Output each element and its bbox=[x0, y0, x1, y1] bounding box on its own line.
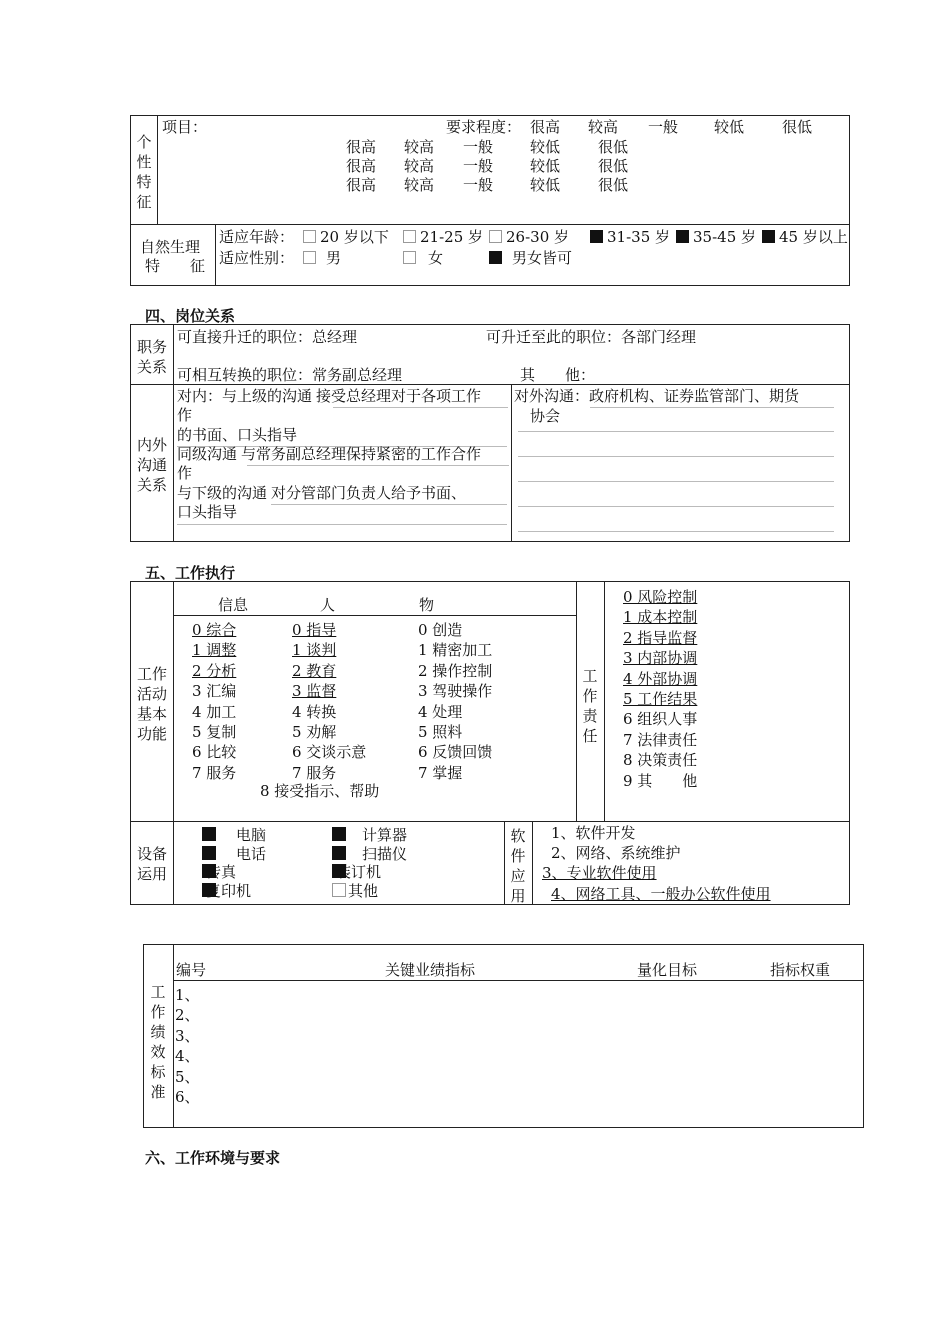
lower-comm: 与下级的沟通 对分管部门负责人给予书面、 bbox=[177, 484, 467, 502]
personality-item-label: 项目： bbox=[162, 118, 208, 136]
checked-box-icon[interactable] bbox=[489, 251, 502, 264]
kpi-header-number: 编号 bbox=[176, 961, 207, 979]
age-label: 适应年龄： bbox=[219, 228, 295, 246]
table-row: 2、 bbox=[175, 1006, 200, 1025]
checkbox-icon[interactable] bbox=[332, 883, 346, 897]
checked-box-icon[interactable] bbox=[202, 827, 216, 841]
header-info: 信息 bbox=[218, 596, 249, 614]
checkbox-icon[interactable] bbox=[403, 230, 416, 243]
software-item: 2、网络、系统维护 bbox=[551, 844, 681, 862]
age-option[interactable]: 20 岁以下 bbox=[303, 230, 389, 245]
kpi-table bbox=[143, 944, 864, 1128]
table-row: 6、 bbox=[175, 1088, 200, 1107]
checked-box-icon[interactable] bbox=[590, 230, 603, 243]
header-things: 物 bbox=[419, 596, 435, 614]
table-row: 5、 bbox=[175, 1067, 200, 1086]
responsibility-list: 0 风险控制 1 成本控制 2 指导监督 3 内部协调 4 外部协调 5 工作结果 6 组织人事 7 法律责任 8 决策责任 9 其 他 bbox=[623, 588, 698, 790]
age-option[interactable]: 26-30 岁 bbox=[489, 230, 569, 245]
header-people: 人 bbox=[320, 596, 336, 614]
checkbox-icon[interactable] bbox=[303, 251, 316, 264]
software-item: 4、网络工具、一般办公软件使用 bbox=[551, 885, 771, 903]
age-option[interactable]: 31-35 岁 bbox=[590, 230, 670, 245]
peer-comm: 同级沟通 与常务副总经理保持紧密的工作合作 bbox=[177, 445, 482, 463]
internal-comm-line1: 对内：与上级的沟通 接受总经理对于各项工作 bbox=[177, 387, 482, 405]
checked-box-icon[interactable] bbox=[762, 230, 775, 243]
lower-comm-cont: 口头指导 bbox=[177, 503, 238, 521]
swap-position: 可相互转换的职位：常务副总经理 bbox=[177, 366, 403, 384]
equipment-left: 电脑 电话 传真 复印机 bbox=[202, 826, 266, 900]
internal-comm-line3: 的书面、口头指导 bbox=[177, 426, 298, 444]
checkbox-icon[interactable] bbox=[303, 230, 316, 243]
things-column: 0 创造 1 精密加工 2 操作控制 3 驾驶操作 4 处理 5 照料 6 反馈回馈 7 掌握 bbox=[418, 621, 493, 782]
section-4-title: 四、岗位关系 bbox=[145, 307, 236, 325]
age-option[interactable]: 35-45 岁 bbox=[676, 230, 756, 245]
function-label: 工作活动基本功能 bbox=[136, 665, 167, 743]
checked-box-icon[interactable] bbox=[332, 846, 346, 860]
gender-option[interactable]: 女 bbox=[403, 251, 443, 266]
gender-label: 适应性别： bbox=[219, 249, 295, 267]
personality-label: 个性特征 bbox=[136, 133, 152, 211]
degree-label: 要求程度： bbox=[446, 118, 522, 136]
gender-option[interactable]: 男 bbox=[303, 251, 341, 266]
kpi-header-weight: 指标权重 bbox=[770, 961, 831, 979]
external-comm: 对外沟通：政府机构、证券监管部门、期货 bbox=[514, 387, 800, 405]
promote-from: 可升迁至此的职位：各部门经理 bbox=[486, 328, 697, 346]
people-column: 0 指导 1 谈判 2 教育 3 监督 4 转换 5 劝解 6 交谈示意 7 服务 bbox=[292, 621, 367, 782]
section-5-title: 五、工作执行 bbox=[145, 564, 236, 582]
kpi-header-target: 量化目标 bbox=[637, 961, 698, 979]
peer-comm-cont: 作 bbox=[177, 464, 193, 482]
internal-comm-line2: 作 bbox=[177, 406, 193, 424]
kpi-rows bbox=[175, 985, 200, 1107]
checked-box-icon[interactable] bbox=[202, 846, 216, 860]
software-label: 软件应用 bbox=[510, 827, 526, 905]
natural-label-bottom: 特 征 bbox=[145, 257, 206, 275]
checked-box-icon[interactable] bbox=[332, 827, 346, 841]
duty-label: 职务关系 bbox=[136, 338, 167, 376]
age-option[interactable]: 21-25 岁 bbox=[403, 230, 483, 245]
function-extra: 8 接受指示、帮助 bbox=[260, 782, 380, 800]
checked-box-icon[interactable] bbox=[676, 230, 689, 243]
equipment-right: 计算器 扫描仪 装订机 其他 bbox=[332, 826, 407, 900]
table-row: 1、 bbox=[175, 986, 200, 1004]
natural-label-top: 自然生理 bbox=[140, 238, 201, 256]
equipment-label: 设备运用 bbox=[136, 845, 167, 883]
software-item: 3、专业软件使用 bbox=[542, 864, 657, 882]
checkbox-icon[interactable] bbox=[489, 230, 502, 243]
responsibility-label: 工作责任 bbox=[582, 667, 598, 745]
kpi-header-indicator: 关键业绩指标 bbox=[385, 961, 476, 979]
other-position: 其 他： bbox=[520, 366, 596, 384]
promote-to: 可直接升迁的职位：总经理 bbox=[177, 328, 358, 346]
section-6-title: 六、工作环境与要求 bbox=[145, 1149, 281, 1167]
info-column: 0 综合 1 调整 2 分析 3 汇编 4 加工 5 复制 6 比较 7 服务 bbox=[192, 621, 237, 782]
age-option[interactable]: 45 岁以上 bbox=[762, 230, 848, 245]
table-row: 4、 bbox=[175, 1047, 200, 1066]
kpi-label: 工作绩效标准 bbox=[150, 983, 166, 1101]
table-row: 3、 bbox=[175, 1026, 200, 1045]
checkbox-icon[interactable] bbox=[403, 251, 416, 264]
gender-option[interactable]: 男女皆可 bbox=[489, 251, 572, 266]
communication-label: 内外沟通关系 bbox=[136, 436, 167, 494]
external-comm-cont: 协会 bbox=[530, 407, 561, 425]
software-item: 1、软件开发 bbox=[551, 824, 636, 842]
